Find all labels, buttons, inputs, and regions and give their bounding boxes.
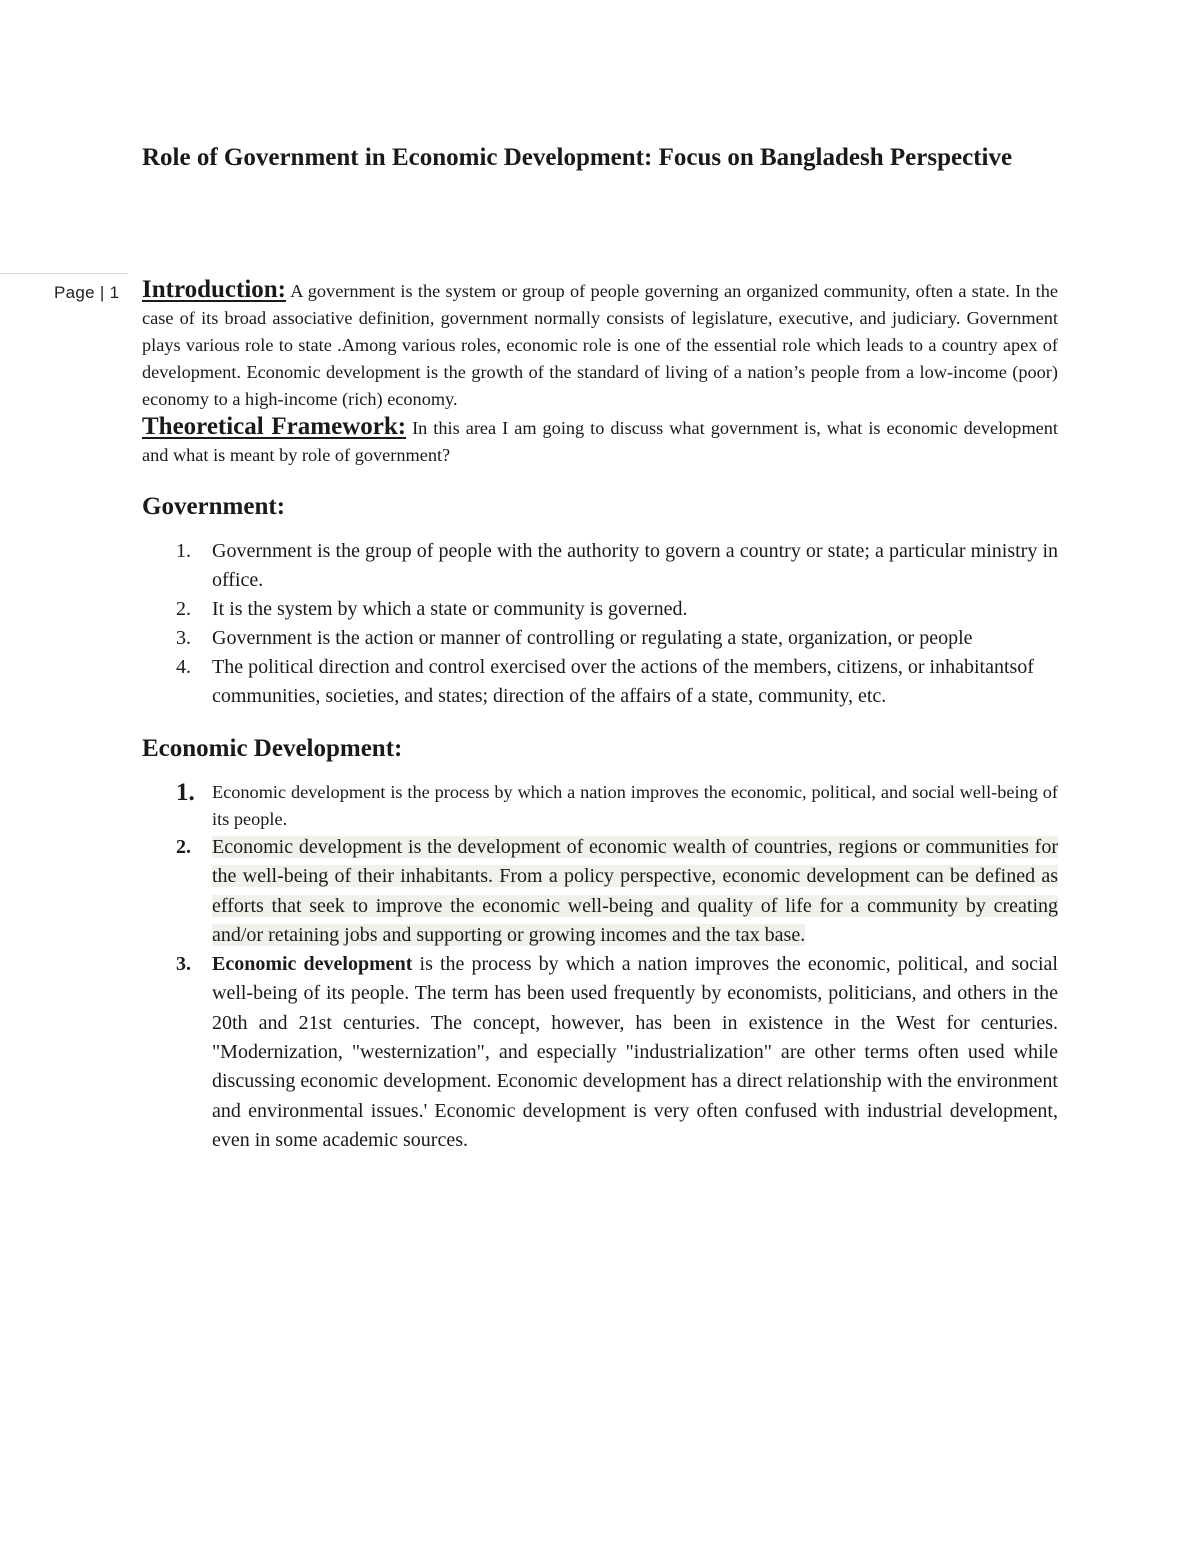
page-number-label: Page | 1	[54, 283, 120, 302]
list-item-number: 1.	[176, 779, 195, 806]
list-item-number: 2.	[176, 836, 191, 858]
theoretical-framework-text: In this area I am going to discuss what government is, what is economic development and what is meant by role of government?	[142, 418, 1058, 465]
list-item-number: 3.	[176, 627, 191, 649]
list-item-term: Economic development	[212, 953, 413, 976]
list-item-text: The political direction and control exercised over the actions of the members, citizens, or inhabitantsof communities, societies, and states; direction of the affairs of a state, community, etc.	[212, 656, 1034, 707]
list-item-text: is the process by which a nation improves the economic, political, and social well-being of its people. The term has been used frequently by economists, politicians, and others in the 20th and 21st centuries. The concept, however, has been in existence in the West for centuries. "Modernization, "westernization", and especially "industrialization" are other terms often used while discussing economic development. Economic development has a direct relationship with the environment and environmental issues.' Economic development is very often confused with industrial development, even in some academic sources.	[212, 953, 1058, 1151]
list-item-number: 1.	[176, 540, 191, 562]
list-item	[142, 653, 1058, 711]
introduction-heading: Introduction:	[142, 276, 287, 303]
list-item-number: 2.	[176, 598, 191, 620]
list-item-text: Economic development is the process by which a nation improves the economic, political, and social well-being of its people.	[212, 782, 1058, 829]
list-item-number: 3.	[176, 953, 191, 976]
introduction-paragraph	[142, 276, 1058, 413]
list-item	[142, 537, 1058, 595]
economic-development-list	[142, 779, 1058, 1155]
list-item-text: It is the system by which a state or community is governed.	[212, 598, 688, 620]
theoretical-framework-paragraph	[142, 413, 1058, 469]
margin-divider	[0, 273, 128, 274]
economic-development-heading: Economic Development:	[142, 735, 403, 762]
theoretical-framework-heading: Theoretical Framework:	[142, 413, 407, 440]
list-item-text: Government is the action or manner of controlling or regulating a state, organization, or people	[212, 627, 973, 649]
list-item-text-highlighted: Economic development is the development of economic wealth of countries, regions or communities for the well-being of their inhabitants. From a policy perspective, economic development can be defined as efforts that seek to improve the economic well-being and quality of life for a community by creating and/or retaining jobs and supporting or growing incomes and the tax base.	[212, 836, 1058, 946]
government-heading: Government:	[142, 493, 286, 520]
document-body	[142, 276, 1058, 1155]
list-item	[142, 595, 1058, 624]
document-title: Role of Government in Economic Development: Focus on Bangladesh Perspective	[142, 144, 1013, 171]
list-item-number: 4.	[176, 656, 191, 678]
introduction-text: A government is the system or group of people governing an organized community, often a state. In the case of its broad associative definition, government normally consists of legislature, executive, and judiciary. Government plays various role to state .Among various roles, economic role is one of the essential role which leads to a country apex of development. Economic development is the growth of the standard of living of a nation’s people from a low-income (poor) economy to a high-income (rich) economy.	[142, 281, 1058, 409]
list-item	[142, 833, 1058, 950]
government-list	[142, 537, 1058, 711]
list-item	[142, 779, 1058, 833]
list-item	[142, 624, 1058, 653]
list-item-text: Government is the group of people with the authority to govern a country or state; a particular ministry in office.	[212, 540, 1058, 591]
list-item	[142, 950, 1058, 1155]
